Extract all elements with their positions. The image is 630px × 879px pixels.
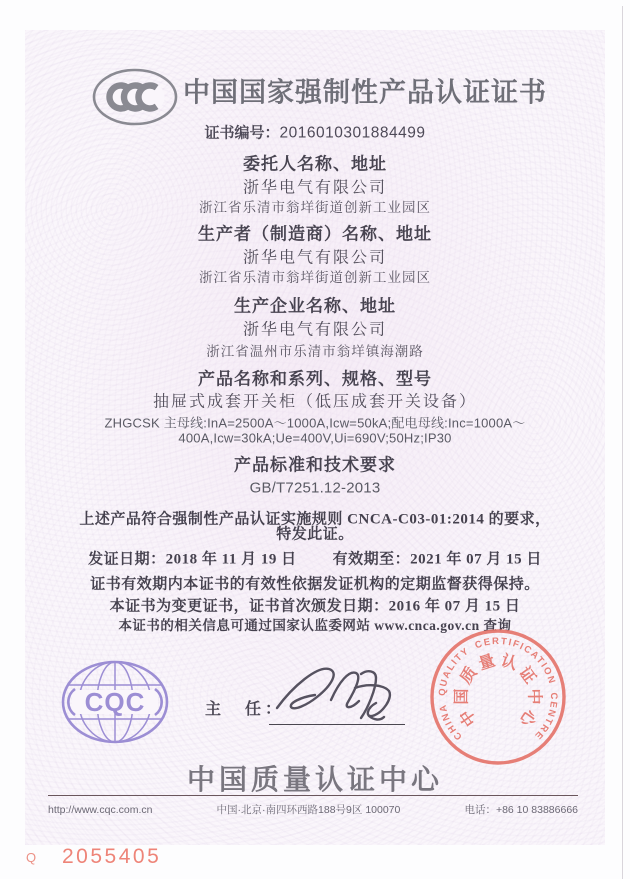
factory-name: 浙华电气有限公司 bbox=[242, 321, 387, 339]
stamp-char: 质 bbox=[457, 664, 481, 688]
certificate-title: 中国国家强制性产品认证证书 bbox=[183, 77, 547, 108]
cqc-logo-text: CQC bbox=[84, 687, 146, 717]
product-spec-line2: 400A,Icw=30kA;Ue=400V,Ui=690V;50Hz;IP30 bbox=[178, 430, 452, 446]
product-label: 产品名称和系列、规格、型号 bbox=[198, 369, 432, 389]
factory-label: 生产企业名称、地址 bbox=[234, 296, 396, 316]
stamp-char: 量 bbox=[476, 652, 498, 674]
cqc-logo-icon bbox=[60, 658, 170, 746]
applicant-label: 委托人名称、地址 bbox=[243, 154, 387, 174]
footer-divider bbox=[48, 795, 578, 796]
scan-edge-line bbox=[622, 6, 623, 879]
applicant-address: 浙江省乐清市翁垟街道创新工业园区 bbox=[199, 200, 431, 215]
certificate-number-line bbox=[25, 122, 605, 143]
issue-date: 发证日期：2018 年 11 月 19 日 bbox=[88, 551, 297, 568]
product-name: 抽屉式成套开关柜（低压成套开关设备） bbox=[152, 393, 477, 411]
signature-underline bbox=[269, 724, 405, 725]
serial-number: 2055405 bbox=[62, 845, 162, 868]
organization-name: 中国质量认证中心 bbox=[186, 764, 443, 795]
standard-value: GB/T7251.12-2013 bbox=[249, 479, 381, 497]
footer-address: 中国·北京·南四环西路188号9区 100070 bbox=[216, 804, 401, 816]
product-spec-line1: ZHGCSK 主母线:InA=2500A～1000A,Icw=50kA;配电母线:Inc=1000A～ bbox=[104, 415, 526, 431]
statement-line2: 特发此证。 bbox=[276, 526, 354, 543]
manufacturer-label: 生产者（制造商）名称、地址 bbox=[198, 224, 432, 244]
footer-url: http://www.cqc.com.cn bbox=[48, 803, 153, 816]
footer-phone: 电话：+86 10 83886666 bbox=[464, 804, 578, 816]
footer-row bbox=[48, 802, 578, 817]
stamp-char: 心 bbox=[515, 706, 539, 730]
cqc-red-stamp bbox=[428, 627, 568, 767]
stamp-char: 中 bbox=[525, 688, 543, 705]
certificate-paper bbox=[25, 30, 605, 845]
stamp-char: 中 bbox=[457, 706, 481, 730]
maintain-note: 证书有效期内本证书的有效性依据发证机构的定期监督获得保持。 bbox=[90, 576, 540, 593]
dates-line bbox=[25, 548, 605, 569]
manufacturer-name: 浙华电气有限公司 bbox=[242, 249, 387, 267]
manufacturer-address: 浙江省乐清市翁垟街道创新工业园区 bbox=[199, 270, 431, 285]
change-note: 本证书为变更证书，证书首次颁发日期：2016 年 07 月 15 日 bbox=[109, 598, 521, 615]
stamp-char: 证 bbox=[515, 664, 539, 688]
stamp-char: 国 bbox=[453, 688, 471, 705]
certificate-number-label: 证书编号： bbox=[204, 125, 280, 142]
applicant-name: 浙华电气有限公司 bbox=[242, 179, 387, 197]
director-label: 主 任： bbox=[205, 701, 286, 718]
director-signature bbox=[271, 658, 403, 726]
stamp-char: 认 bbox=[498, 652, 520, 674]
stamp-ring-text: CHINA QUALITY CERTIFICATION CENTRE bbox=[436, 635, 560, 742]
factory-address: 浙江省温州市乐清市翁垟镇海潮路 bbox=[206, 344, 424, 359]
statement-line1: 上述产品符合强制性产品认证实施规则 CNCA-C03-01:2014 的要求， bbox=[79, 511, 551, 528]
serial-prefix: Q bbox=[26, 850, 37, 865]
certificate-number-value: 2016010301884499 bbox=[279, 124, 426, 142]
standard-label: 产品标准和技术要求 bbox=[234, 455, 396, 475]
expiry-date: 有效期至：2021 年 07 月 15 日 bbox=[332, 551, 542, 568]
info-note: 本证书的相关信息可通过国家认监委网站 www.cnca.gov.cn 查询 bbox=[118, 618, 512, 633]
